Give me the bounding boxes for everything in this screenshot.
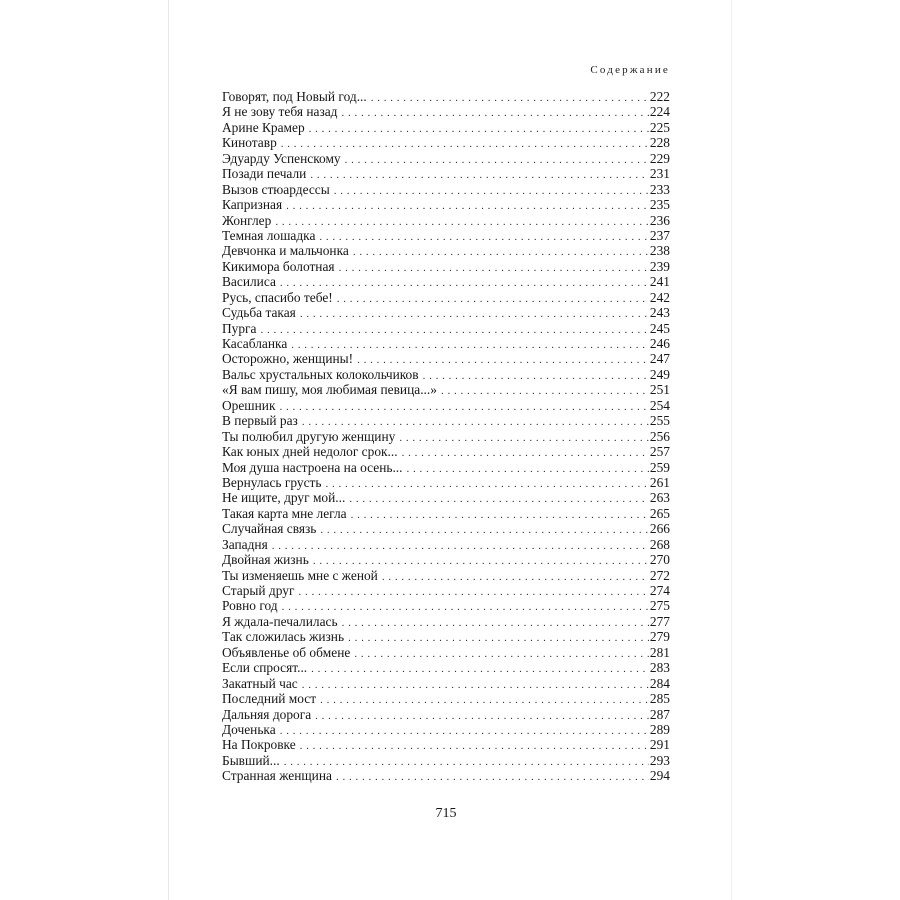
dot-leader xyxy=(279,400,648,415)
dot-leader xyxy=(423,369,649,384)
toc-entry xyxy=(222,691,670,706)
toc-entry-page: 263 xyxy=(649,490,670,506)
toc-entry-page: 256 xyxy=(649,428,670,444)
toc-entry-title: Вызов стюардессы xyxy=(222,181,330,197)
toc-entry xyxy=(222,768,670,783)
toc-entry xyxy=(222,104,670,119)
toc-entry xyxy=(222,660,670,675)
toc-entry xyxy=(222,166,670,181)
toc-entry-page: 266 xyxy=(649,521,670,537)
toc-entry xyxy=(222,243,670,258)
dot-leader xyxy=(336,770,649,785)
toc-entry-title: Судьба такая xyxy=(222,305,296,321)
toc-entry-title: Старый друг xyxy=(222,583,295,598)
toc-entry-title: Западня xyxy=(222,536,268,552)
toc-entry-title: Закатный час xyxy=(222,675,298,691)
dot-leader xyxy=(342,616,649,631)
dot-leader xyxy=(272,539,649,554)
toc-entry-page: 255 xyxy=(649,413,670,429)
toc-entry xyxy=(222,737,670,752)
toc-entry-page: 242 xyxy=(649,289,670,305)
toc-entry xyxy=(222,213,670,228)
toc-entry xyxy=(222,398,670,413)
toc-entry-page: 247 xyxy=(649,351,670,367)
toc-entry-title: Осторожно, женщины! xyxy=(222,351,354,367)
dot-leader xyxy=(302,678,649,693)
dot-leader xyxy=(298,585,648,600)
toc-entry xyxy=(222,228,670,243)
toc-entry xyxy=(222,583,670,598)
toc-entry-title: На Покровке xyxy=(222,737,296,753)
toc-entry-title: Кинотавр xyxy=(222,135,277,151)
toc-entry xyxy=(222,413,670,428)
dot-leader xyxy=(407,462,649,477)
dot-leader xyxy=(325,477,648,492)
toc-entry-title: Девчонка и мальчонка xyxy=(222,243,349,259)
dot-leader xyxy=(320,523,648,538)
toc-entry-page: 259 xyxy=(649,459,670,475)
toc-entry-page: 239 xyxy=(649,258,670,274)
dot-leader xyxy=(349,492,649,507)
toc-entry-page: 277 xyxy=(649,613,670,629)
toc-entry-title: Капризная xyxy=(222,197,283,213)
toc-entry-title: Бывший... xyxy=(222,752,280,768)
dot-leader xyxy=(275,215,649,230)
toc-entry-title: Не ищите, друг мой... xyxy=(222,490,346,506)
toc-entry xyxy=(222,676,670,691)
toc-entry xyxy=(222,444,670,459)
dot-leader xyxy=(339,261,649,276)
toc-entry xyxy=(222,290,670,305)
dot-leader xyxy=(300,739,649,754)
toc-entry-page: 270 xyxy=(649,552,670,568)
toc-entry-page: 289 xyxy=(649,721,670,737)
dot-leader xyxy=(309,122,649,137)
toc-entry-page: 237 xyxy=(649,227,670,243)
toc-entry-title: Арине Крамер xyxy=(222,119,305,135)
dot-leader xyxy=(441,384,649,399)
toc-entry xyxy=(222,521,670,536)
toc-entry xyxy=(222,336,670,351)
toc-entry xyxy=(222,367,670,382)
toc-entry-page: 285 xyxy=(649,691,670,707)
toc-entry xyxy=(222,645,670,660)
toc-entry-title: Так сложилась жизнь xyxy=(222,629,345,645)
toc-entry-page: 229 xyxy=(649,150,670,166)
toc-entry-page: 293 xyxy=(649,752,670,768)
dot-leader xyxy=(382,570,649,585)
toc-entry xyxy=(222,490,670,505)
toc-entry xyxy=(222,429,670,444)
dot-leader xyxy=(399,431,649,446)
toc-entry-page: 225 xyxy=(649,119,670,135)
toc-entry xyxy=(222,614,670,629)
toc-entry xyxy=(222,89,670,104)
dot-leader xyxy=(280,724,649,739)
dot-leader xyxy=(353,245,649,260)
toc-entry-title: Вернулась грусть xyxy=(222,474,322,490)
toc-entry-page: 249 xyxy=(649,366,670,382)
toc-entry xyxy=(222,382,670,397)
toc-entry-title: Последний мост xyxy=(222,691,317,707)
toc-entry-title: Я не зову тебя назад xyxy=(222,104,338,120)
toc-entry-title: Доченька xyxy=(222,721,276,737)
toc-entry-page: 275 xyxy=(649,598,670,614)
dot-leader xyxy=(342,106,649,121)
toc-entry-page: 246 xyxy=(649,336,670,351)
toc-entry-title: Темная лошадка xyxy=(222,227,316,243)
table-of-contents xyxy=(222,89,670,784)
toc-entry xyxy=(222,629,670,644)
toc-entry-title: Странная женщина xyxy=(222,768,332,784)
toc-entry-title: Василиса xyxy=(222,274,276,290)
toc-entry xyxy=(222,722,670,737)
toc-entry-page: 235 xyxy=(649,197,670,213)
toc-entry-page: 291 xyxy=(649,737,670,753)
toc-entry-title: Ты полюбил другую женщину xyxy=(222,428,396,444)
dot-leader xyxy=(311,662,649,677)
toc-entry-page: 265 xyxy=(649,505,670,521)
page-number: 715 xyxy=(435,806,457,821)
toc-entry-title: Пурга xyxy=(222,320,257,336)
toc-entry-page: 236 xyxy=(649,212,670,228)
toc-entry-title: Двойная жизнь xyxy=(222,552,309,568)
toc-entry-page: 279 xyxy=(649,629,670,645)
dot-leader xyxy=(334,184,649,199)
toc-entry xyxy=(222,120,670,135)
toc-entry-title: Позади печали xyxy=(222,166,307,182)
toc-entry xyxy=(222,568,670,583)
toc-entry xyxy=(222,274,670,289)
toc-entry-title: Вальс хрустальных колокольчиков xyxy=(222,366,419,382)
toc-entry xyxy=(222,460,670,475)
toc-entry-title: Дальняя дорога xyxy=(222,706,312,722)
toc-entry-title: В первый раз xyxy=(222,413,298,429)
toc-entry xyxy=(222,259,670,274)
dot-leader xyxy=(315,709,649,724)
toc-entry-page: 274 xyxy=(649,583,670,598)
toc-entry-page: 231 xyxy=(649,166,670,182)
toc-entry-title: Кикимора болотная xyxy=(222,258,335,274)
toc-entry-page: 254 xyxy=(649,397,670,413)
dot-leader xyxy=(348,631,649,646)
dot-leader xyxy=(310,168,649,183)
toc-entry-title: «Я вам пишу, моя любимая певица...» xyxy=(222,382,437,398)
toc-entry-page: 281 xyxy=(649,644,670,660)
dot-leader xyxy=(351,508,649,523)
toc-entry-title: Случайная связь xyxy=(222,521,317,537)
toc-entry xyxy=(222,537,670,552)
toc-entry-title: Говорят, под Новый год... xyxy=(222,89,367,104)
toc-entry-page: 233 xyxy=(649,181,670,197)
dot-leader xyxy=(320,693,649,708)
toc-entry xyxy=(222,151,670,166)
toc-entry-page: 268 xyxy=(649,536,670,552)
dot-leader xyxy=(354,647,649,662)
toc-entry-title: Объявленье об обмене xyxy=(222,644,351,660)
toc-entry xyxy=(222,475,670,490)
toc-entry xyxy=(222,753,670,768)
toc-entry-page: 261 xyxy=(649,474,670,490)
dot-leader xyxy=(300,307,649,322)
toc-entry-title: Касабланка xyxy=(222,336,288,351)
toc-entry-page: 238 xyxy=(649,243,670,259)
toc-entry-page: 287 xyxy=(649,706,670,722)
toc-entry-page: 284 xyxy=(649,675,670,691)
toc-entry-page: 241 xyxy=(649,274,670,290)
toc-entry xyxy=(222,598,670,613)
dot-leader xyxy=(286,199,649,214)
toc-entry-page: 222 xyxy=(649,89,670,104)
toc-entry-page: 257 xyxy=(649,444,670,460)
dot-leader xyxy=(319,230,649,245)
toc-entry-page: 228 xyxy=(649,135,670,151)
toc-entry xyxy=(222,135,670,150)
toc-entry xyxy=(222,305,670,320)
toc-entry-page: 294 xyxy=(649,768,670,784)
toc-entry-page: 224 xyxy=(649,104,670,120)
toc-entry xyxy=(222,321,670,336)
toc-entry-title: Если спросят... xyxy=(222,660,308,676)
toc-entry-page: 251 xyxy=(649,382,670,398)
dot-leader xyxy=(371,91,649,106)
toc-entry-title: Я ждала-печалилась xyxy=(222,613,338,629)
toc-entry-title: Орешник xyxy=(222,397,276,413)
dot-leader xyxy=(345,153,649,168)
toc-entry-title: Жонглер xyxy=(222,212,272,228)
toc-entry xyxy=(222,197,670,212)
toc-entry-page: 243 xyxy=(649,305,670,321)
toc-entry-title: Эдуарду Успенскому xyxy=(222,150,341,166)
toc-entry-page: 283 xyxy=(649,660,670,676)
toc-entry xyxy=(222,707,670,722)
toc-entry xyxy=(222,351,670,366)
dot-leader xyxy=(402,446,649,461)
toc-entry xyxy=(222,552,670,567)
toc-entry xyxy=(222,506,670,521)
toc-entry-title: Моя душа настроена на осень... xyxy=(222,459,403,475)
dot-leader xyxy=(261,323,649,338)
toc-entry-title: Ты изменяешь мне с женой xyxy=(222,567,378,583)
dot-leader xyxy=(284,755,649,770)
running-header: Содержание xyxy=(590,64,670,76)
dot-leader xyxy=(337,292,649,307)
toc-entry-page: 245 xyxy=(649,320,670,336)
toc-entry-title: Ровно год xyxy=(222,598,278,614)
toc-entry xyxy=(222,182,670,197)
toc-entry-title: Как юных дней недолог срок... xyxy=(222,444,398,460)
toc-entry-title: Такая карта мне легла xyxy=(222,505,347,521)
toc-entry-title: Русь, спасибо тебе! xyxy=(222,289,333,305)
toc-entry-page: 272 xyxy=(649,567,670,583)
